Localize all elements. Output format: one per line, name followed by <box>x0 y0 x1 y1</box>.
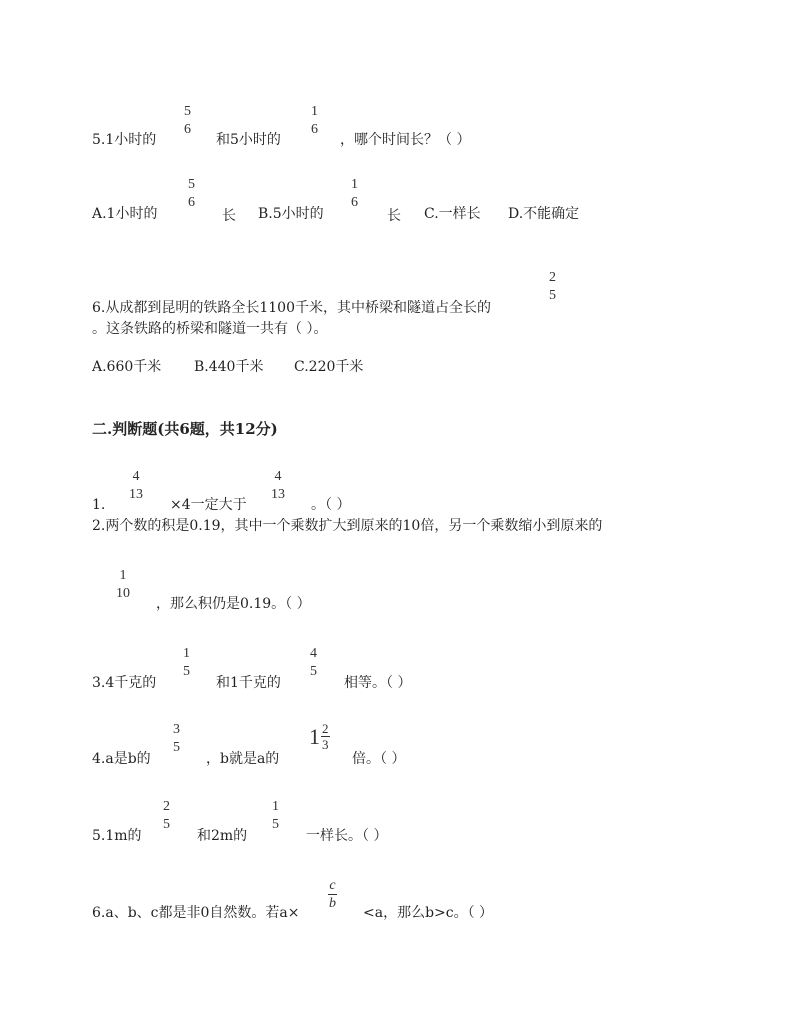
fraction-denominator: 5 <box>173 740 180 755</box>
q6-fraction <box>548 270 557 303</box>
section-heading: 二.判断题(共6题，共12分) <box>92 420 278 438</box>
fraction-bar <box>187 193 196 194</box>
fraction-numerator: 4 <box>310 646 317 661</box>
q5-option-d: D.不能确定 <box>508 206 580 222</box>
fraction-bar <box>162 815 171 816</box>
mixed-whole: 1 <box>309 723 320 749</box>
q5-option-a-prefix: A.1小时的 <box>92 206 158 222</box>
q5-fraction-2 <box>310 104 319 137</box>
j3-text-b: 和1千克的 <box>216 675 281 691</box>
j4-text-a: 4.a是b的 <box>92 751 151 767</box>
j6-fraction <box>328 878 337 911</box>
fraction-bar <box>310 120 319 121</box>
fraction-numerator: 1 <box>351 177 358 192</box>
j4-fraction-1 <box>172 722 181 755</box>
q6-line-2: 。这条铁路的桥梁和隧道一共有（ ）。 <box>92 321 328 337</box>
fraction-bar <box>270 485 286 486</box>
fraction-numerator: 3 <box>173 722 180 737</box>
j1-fraction-2 <box>270 469 286 502</box>
fraction-numerator: c <box>329 878 336 893</box>
fraction-bar <box>328 894 337 895</box>
fraction-numerator: 4 <box>274 469 282 484</box>
fraction-numerator: 1 <box>272 799 279 814</box>
fraction-numerator: 2 <box>549 270 556 285</box>
j4-mixed-number <box>309 722 330 751</box>
j2-line-2: ，那么积仍是0.19。（ ） <box>156 596 311 612</box>
j6-text-a: 6.a、b、c都是非0自然数。若a× <box>92 905 300 921</box>
j5-text-b: 和2m的 <box>197 828 248 844</box>
q6-option-c: C.220千米 <box>294 359 364 375</box>
fraction-numerator: 5 <box>184 104 191 119</box>
j6-text-b: <a，那么b>c。（ ） <box>363 905 494 921</box>
q5-text-b: 和5小时的 <box>216 132 281 148</box>
fraction-numerator: 4 <box>132 469 140 484</box>
fraction-denominator: b <box>329 896 336 911</box>
fraction-bar <box>128 485 144 486</box>
q6-line-1: 6.从成都到昆明的铁路全长1100千米，其中桥梁和隧道占全长的 <box>92 300 491 316</box>
fraction-bar <box>182 662 191 663</box>
fraction-denominator: 13 <box>271 487 285 502</box>
fraction-denominator: 3 <box>322 737 329 752</box>
q6-option-b: B.440千米 <box>194 359 264 375</box>
q5-option-b-suffix: 长 <box>387 208 401 224</box>
q5-fraction-1 <box>183 104 192 137</box>
fraction-denominator: 6 <box>184 122 191 137</box>
fraction-bar <box>271 815 280 816</box>
j3-text-c: 相等。（ ） <box>344 675 412 691</box>
j2-line-1: 2.两个数的积是0.19，其中一个乘数扩大到原来的10倍，另一个乘数缩小到原来的 <box>92 518 603 534</box>
fraction-numerator: 5 <box>188 177 195 192</box>
fraction-bar <box>548 286 557 287</box>
fraction-numerator: 1 <box>119 568 127 583</box>
j5-fraction-1 <box>162 799 171 832</box>
j3-fraction-2 <box>309 646 318 679</box>
q5-text-a: 5.1小时的 <box>92 132 157 148</box>
fraction-denominator: 5 <box>549 288 556 303</box>
fraction-numerator: 2 <box>322 721 329 736</box>
fraction-denominator: 5 <box>163 817 170 832</box>
mixed-fraction <box>321 722 330 751</box>
fraction-denominator: 6 <box>311 122 318 137</box>
fraction-bar <box>172 738 181 739</box>
j1-text-a: ×4一定大于 <box>170 497 247 513</box>
q6-option-a: A.660千米 <box>92 359 162 375</box>
j4-text-b: ，b就是a的 <box>206 751 280 767</box>
fraction-denominator: 5 <box>183 664 190 679</box>
fraction-bar <box>183 120 192 121</box>
fraction-denominator: 6 <box>351 195 358 210</box>
q5-option-a-fraction <box>187 177 196 210</box>
j2-fraction <box>115 568 131 601</box>
q5-text-c: ，哪个时间长？（ ） <box>340 132 471 148</box>
fraction-numerator: 1 <box>183 646 190 661</box>
q5-option-b-prefix: B.5小时的 <box>258 206 324 222</box>
fraction-denominator: 5 <box>272 817 279 832</box>
q5-option-a-suffix: 长 <box>222 208 236 224</box>
j5-fraction-2 <box>271 799 280 832</box>
j4-text-c: 倍。（ ） <box>352 751 406 767</box>
fraction-bar <box>115 584 131 585</box>
fraction-numerator: 1 <box>311 104 318 119</box>
j1-fraction-1 <box>128 469 144 502</box>
j1-prefix: 1. <box>92 497 106 513</box>
q5-option-b-fraction <box>350 177 359 210</box>
j1-text-b: 。（ ） <box>311 497 351 513</box>
j5-text-c: 一样长。（ ） <box>306 828 388 844</box>
q5-option-c: C.一样长 <box>424 206 481 222</box>
fraction-denominator: 5 <box>310 664 317 679</box>
fraction-denominator: 10 <box>116 586 130 601</box>
fraction-denominator: 13 <box>129 487 143 502</box>
fraction-denominator: 6 <box>188 195 195 210</box>
fraction-bar <box>350 193 359 194</box>
j3-fraction-1 <box>182 646 191 679</box>
j3-text-a: 3.4千克的 <box>92 675 157 691</box>
fraction-bar <box>309 662 318 663</box>
fraction-numerator: 2 <box>163 799 170 814</box>
j5-text-a: 5.1m的 <box>92 828 142 844</box>
